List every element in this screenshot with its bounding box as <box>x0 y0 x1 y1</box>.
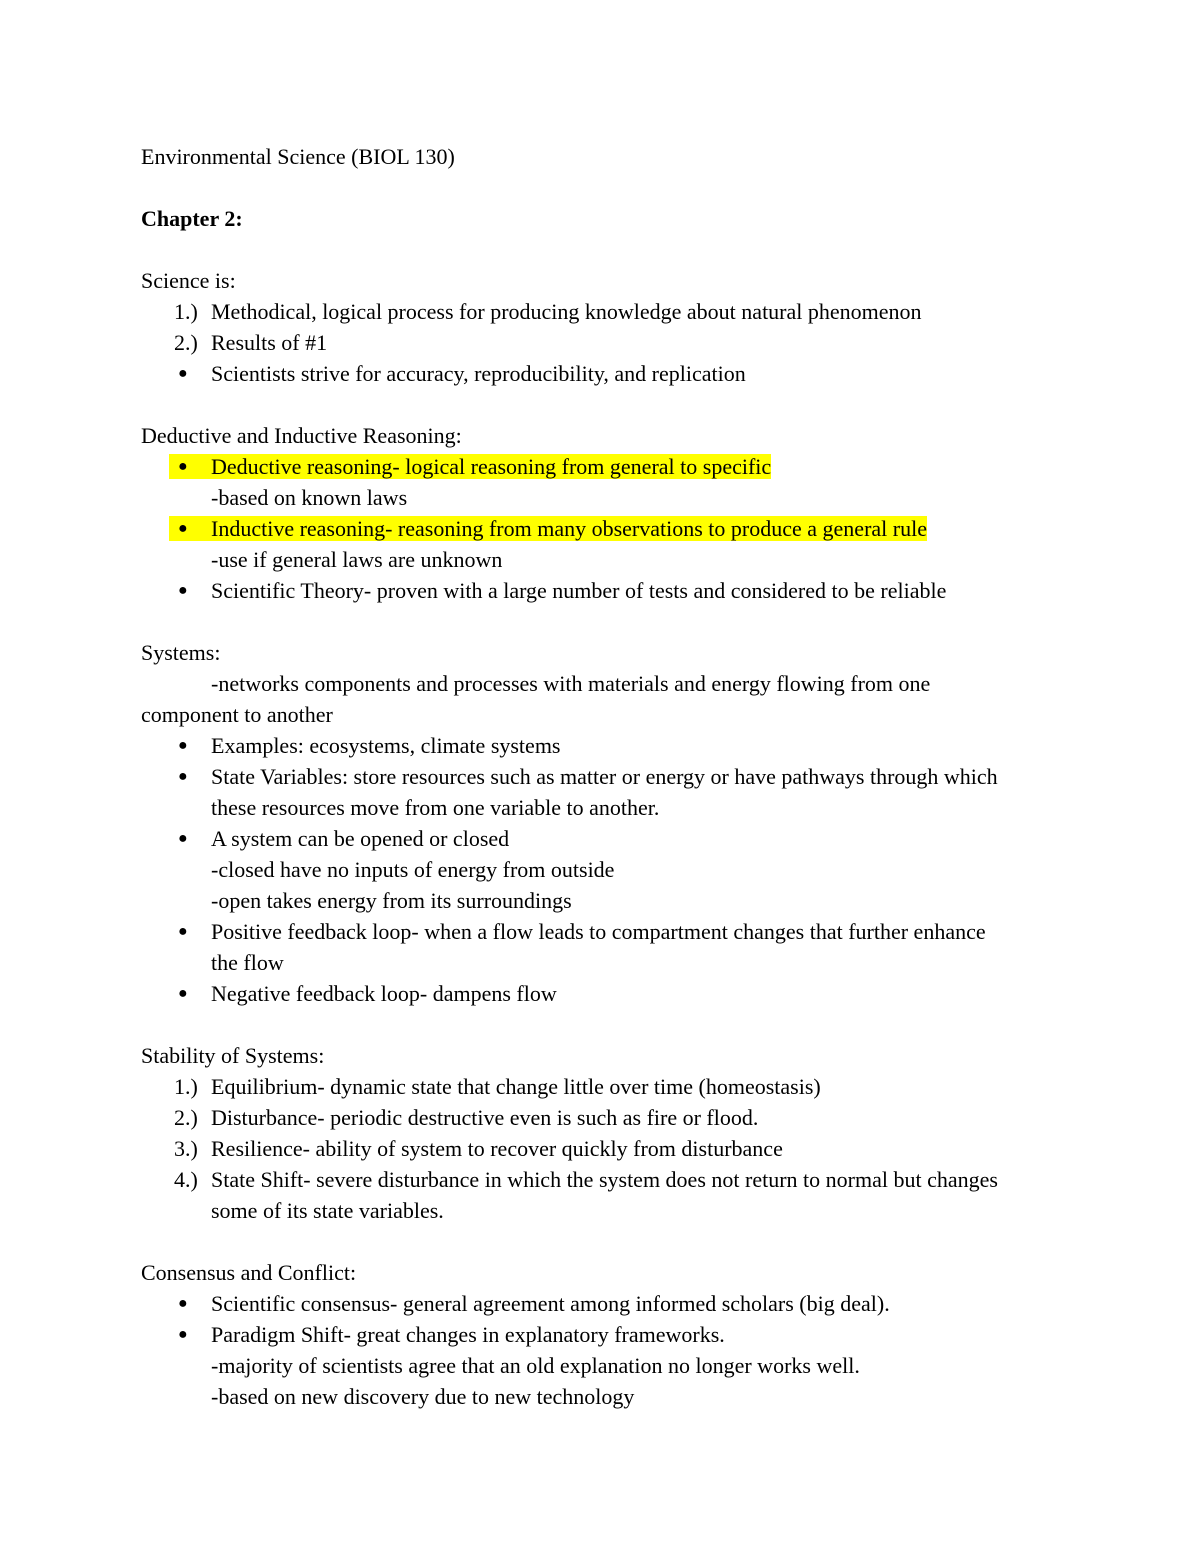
bullet-item: ● Negative feedback loop- dampens flow <box>141 978 1061 1009</box>
sub-note: -based on known laws <box>211 485 408 510</box>
paragraph-line: component to another <box>141 702 333 727</box>
bullet-icon: ● <box>178 1326 188 1343</box>
bullet-item-deductive <box>141 451 1061 482</box>
list-item: 3.) Resilience- ability of system to recover quickly from disturbance <box>174 1136 783 1161</box>
bullet-icon: ● <box>178 458 188 475</box>
sub-note: -use if general laws are unknown <box>211 547 503 572</box>
bullet-item: ● Examples: ecosystems, climate systems <box>141 730 1061 761</box>
reasoning-heading: Deductive and Inductive Reasoning: <box>141 423 462 448</box>
bullet-item: ● Paradigm Shift- great changes in explanatory frameworks. -majority of scientists agree that an old explanation no longer works well. -based on new discovery due to new technology <box>141 1319 1061 1412</box>
systems-heading: Systems: <box>141 640 221 665</box>
list-item: 2.) Disturbance- periodic destructive even is such as fire or flood. <box>174 1105 759 1130</box>
bullet-icon: ● <box>178 365 188 382</box>
list-item: 2.) Results of #1 <box>174 330 328 355</box>
bullet-icon: ● <box>178 582 188 599</box>
bullet-icon: ● <box>178 737 188 754</box>
list-item: 1.) Methodical, logical process for producing knowledge about natural phenomenon <box>174 299 922 324</box>
document-title: Environmental Science (BIOL 130) <box>141 144 455 169</box>
science-heading: Science is: <box>141 268 236 293</box>
bullet-icon: ● <box>178 520 188 537</box>
bullet-icon: ● <box>178 985 188 1002</box>
bullet-item-inductive <box>141 513 1061 544</box>
bullet-item: ● Scientific consensus- general agreement among informed scholars (big deal). <box>141 1288 1061 1319</box>
bullet-item: ● Scientists strive for accuracy, reproducibility, and replication <box>141 358 1061 389</box>
list-item: 1.) Equilibrium- dynamic state that change little over time (homeostasis) <box>174 1074 821 1099</box>
stability-heading: Stability of Systems: <box>141 1043 325 1068</box>
bullet-icon: ● <box>178 830 188 847</box>
bullet-item: ● State Variables: store resources such as matter or energy or have pathways through which these resources move from one variable to another. <box>141 761 1061 823</box>
bullet-item: ● A system can be opened or closed -closed have no inputs of energy from outside -open takes energy from its surroundings <box>141 823 1061 916</box>
consensus-heading: Consensus and Conflict: <box>141 1260 357 1285</box>
paragraph-line: -networks components and processes with materials and energy flowing from one <box>211 671 931 696</box>
chapter-heading: Chapter 2: <box>141 206 243 231</box>
bullet-icon: ● <box>178 768 188 785</box>
highlight: ● Inductive reasoning- reasoning from many observations to produce a general rule <box>169 516 927 541</box>
list-item: 4.) State Shift- severe disturbance in which the system does not return to normal but changes some of its state variables. <box>174 1167 998 1223</box>
highlight: ● Deductive reasoning- logical reasoning from general to specific <box>169 454 771 479</box>
bullet-item: ● Scientific Theory- proven with a large number of tests and considered to be reliable <box>141 575 1061 606</box>
bullet-icon: ● <box>178 923 188 940</box>
bullet-icon: ● <box>178 1295 188 1312</box>
document-page <box>141 141 1061 1412</box>
bullet-item: ● Positive feedback loop- when a flow leads to compartment changes that further enhance the flow <box>141 916 1061 978</box>
